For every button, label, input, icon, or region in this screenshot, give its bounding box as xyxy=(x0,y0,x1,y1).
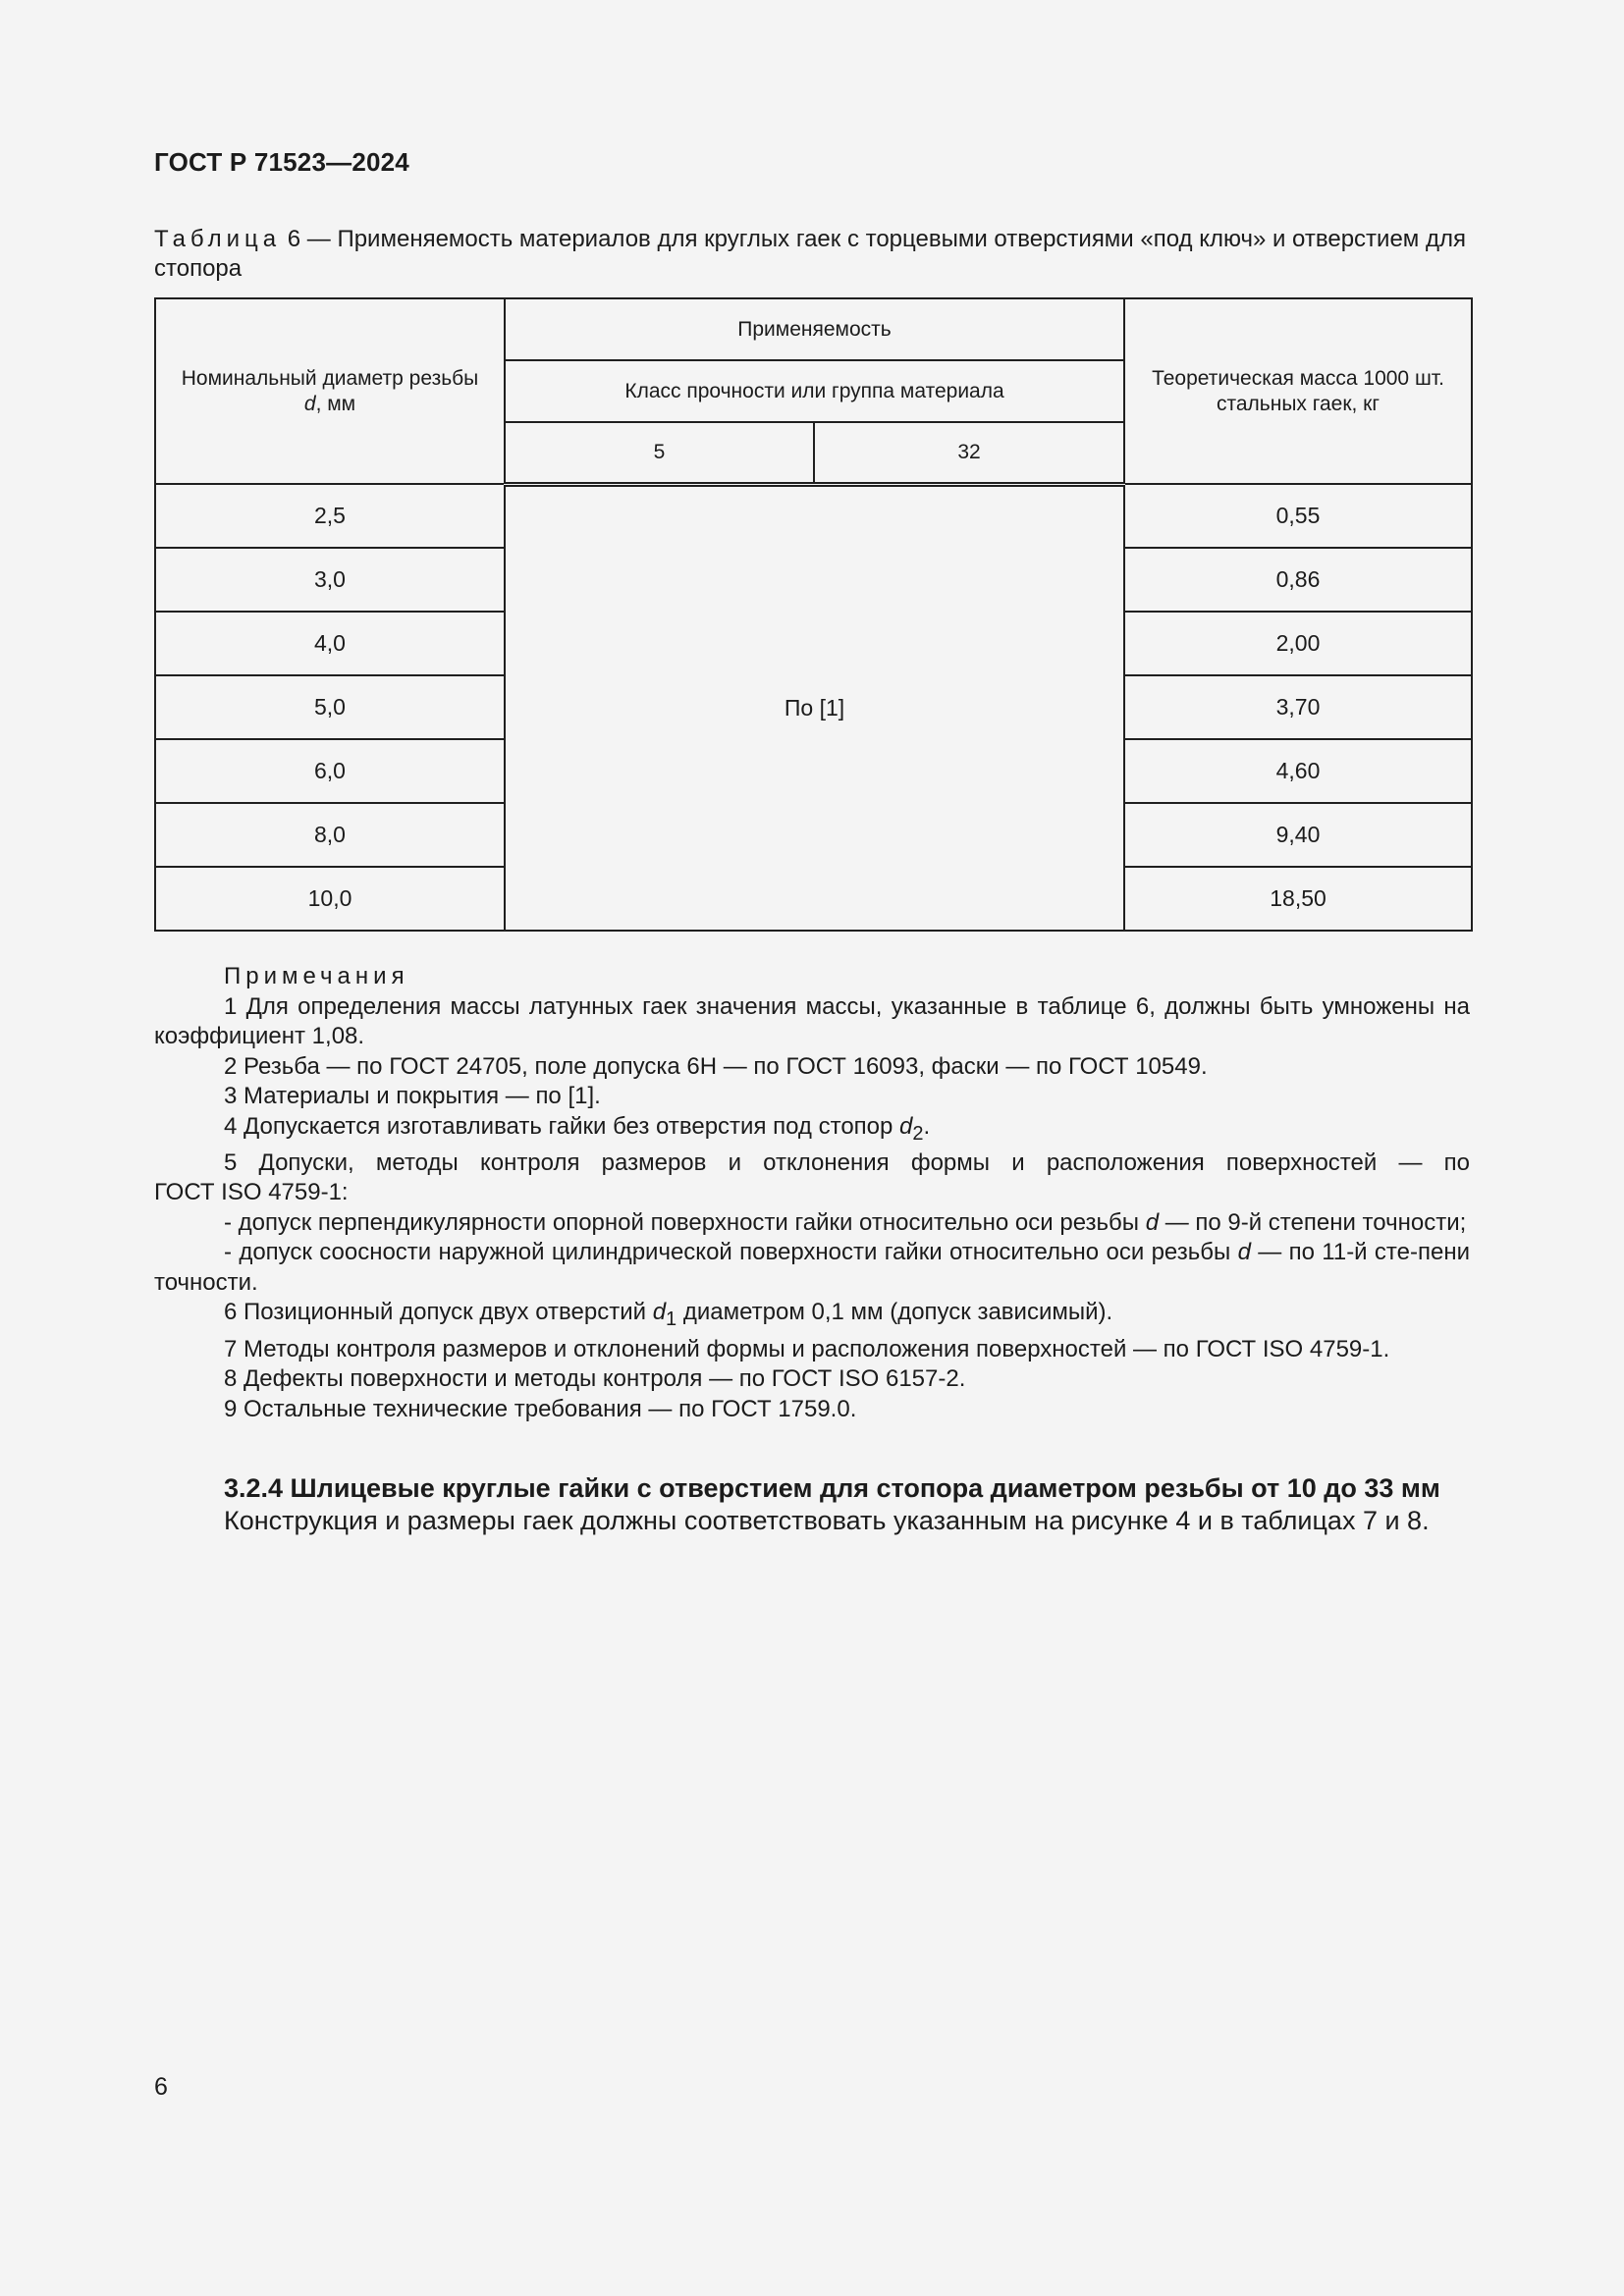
note-4-subscript: 2 xyxy=(912,1122,924,1145)
cell-diameter: 6,0 xyxy=(155,739,505,803)
note-5-line-1: 5 Допуски, методы контроля размеров и отклонения формы и расположения поверхностей — по xyxy=(224,1148,1470,1176)
section-body: Конструкция и размеры гаек должны соответствовать указанным на рисунке 4 и в таблицах 7 и 8. xyxy=(224,1506,1430,1535)
note-1: 1 Для определения массы латунных гаек значения массы, указанные в таблице 6, должны быть умножены на коэффициент 1,08. xyxy=(154,992,1470,1049)
header-applicability: Применяемость xyxy=(505,298,1124,360)
note-4-symbol: d xyxy=(899,1112,913,1140)
note-6-end: диаметром 0,1 мм (допуск зависимый). xyxy=(677,1299,1113,1326)
cell-applicability-merged: По [1] xyxy=(505,484,1124,931)
caption-prefix: Таблица xyxy=(154,226,282,252)
cell-diameter: 4,0 xyxy=(155,612,505,675)
caption-text: 6 — Применяемость материалов для круглых гаек с торцевыми отверстиями «под ключ» и отверстием для стопора xyxy=(154,226,1466,282)
cell-diameter: 2,5 xyxy=(155,484,505,548)
cell-mass: 0,86 xyxy=(1124,548,1472,612)
section-3-2-4 xyxy=(154,1472,1470,1537)
cell-diameter: 5,0 xyxy=(155,675,505,739)
cell-diameter: 3,0 xyxy=(155,548,505,612)
table-caption xyxy=(154,225,1470,284)
note-4-text: 4 Допускается изготавливать гайки без отверстия под стопор xyxy=(224,1112,900,1140)
header-diameter-symbol: d xyxy=(303,392,316,415)
note-6-subscript: 1 xyxy=(666,1308,677,1331)
cell-mass: 2,00 xyxy=(1124,612,1472,675)
applicability-table xyxy=(154,297,1473,932)
note-7: 7 Методы контроля размеров и отклонений формы и расположения поверхностей — по ГОСТ ISO 4759-1. xyxy=(224,1335,1390,1362)
notes-block xyxy=(154,962,1470,1424)
note-4 xyxy=(154,1112,1470,1148)
note-3: 3 Материалы и покрытия — по [1]. xyxy=(224,1083,601,1109)
cell-mass: 4,60 xyxy=(1124,739,1472,803)
document-header: ГОСТ Р 71523—2024 xyxy=(154,147,409,177)
notes-title: Примечания xyxy=(224,963,409,989)
note-5-dash-2-text: - допуск соосности наружной цилиндрической поверхности гайки относительно оси резьбы xyxy=(224,1239,1238,1266)
header-diameter-unit: , мм xyxy=(315,392,356,415)
header-diameter-label: Номинальный диаметр резьбы xyxy=(181,366,479,390)
header-mass: Теоретическая масса 1000 шт. стальных гаек, кг xyxy=(1124,298,1472,484)
header-class-5: 5 xyxy=(505,422,814,484)
note-5-dash-1 xyxy=(154,1208,1470,1239)
section-heading: 3.2.4 Шлицевые круглые гайки с отверстием для стопора диаметром резьбы от 10 до 33 мм xyxy=(224,1473,1440,1503)
header-class-32: 32 xyxy=(814,422,1124,484)
table-row xyxy=(155,484,1472,548)
note-5-dash-1-text: - допуск перпендикулярности опорной поверхности гайки относительно оси резьбы xyxy=(224,1208,1146,1236)
cell-mass: 3,70 xyxy=(1124,675,1472,739)
note-9: 9 Остальные технические требования — по ГОСТ 1759.0. xyxy=(224,1395,857,1422)
note-8: 8 Дефекты поверхности и методы контроля — по ГОСТ ISO 6157-2. xyxy=(224,1365,966,1393)
note-6 xyxy=(154,1298,1470,1334)
note-5-dash-1-end: — по 9-й степени точности; xyxy=(1159,1208,1467,1236)
cell-diameter: 10,0 xyxy=(155,867,505,931)
cell-mass: 9,40 xyxy=(1124,803,1472,867)
note-2: 2 Резьба — по ГОСТ 24705, поле допуска 6Н — по ГОСТ 16093, фаски — по ГОСТ 10549. xyxy=(224,1052,1208,1080)
cell-mass: 0,55 xyxy=(1124,484,1472,548)
note-6-text: 6 Позиционный допуск двух отверстий xyxy=(224,1299,653,1326)
note-4-end: . xyxy=(923,1112,931,1140)
note-5-line-2: ГОСТ ISO 4759-1: xyxy=(154,1179,349,1206)
note-5-dash-2-symbol: d xyxy=(1237,1239,1251,1266)
note-6-symbol: d xyxy=(652,1299,667,1326)
header-diameter xyxy=(155,298,505,484)
note-5-dash-2-end: — по 11-й сте-пени точности. xyxy=(154,1239,1470,1296)
cell-diameter: 8,0 xyxy=(155,803,505,867)
note-5-dash-2 xyxy=(154,1238,1470,1298)
note-5-dash-1-symbol: d xyxy=(1145,1208,1160,1236)
page-number: 6 xyxy=(154,2073,168,2101)
header-strength-class: Класс прочности или группа материала xyxy=(505,360,1124,422)
cell-mass: 18,50 xyxy=(1124,867,1472,931)
